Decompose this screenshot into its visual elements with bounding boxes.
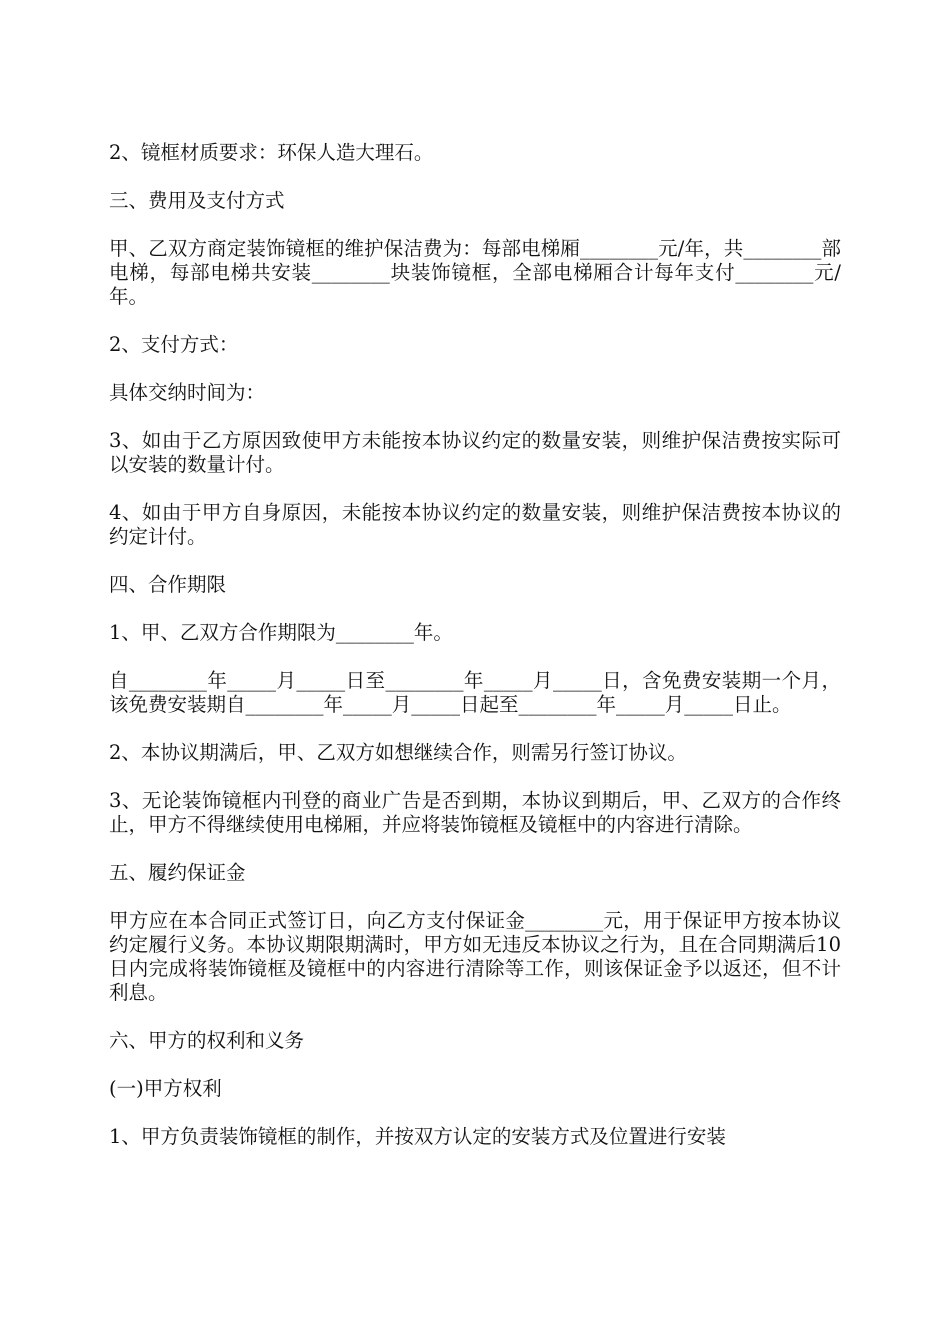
subheading-party-a-rights: (一)甲方权利 bbox=[109, 1077, 222, 1100]
section-heading-deposit: 五、履约保证金 bbox=[109, 861, 246, 884]
clause-term-dates: 自________年_____月_____日至________年_____月_____日，含免费安装期一个月，该免费安装期自________年_____月_____日起至________年_____月_____日止。 bbox=[109, 669, 841, 716]
section-heading-party-a: 六、甲方的权利和义务 bbox=[109, 1029, 305, 1052]
clause-deposit: 甲方应在本合同正式签订日，向乙方支付保证金________元，用于保证甲方按本协议约定履行义务。本协议期限期满时，甲方如无违反本协议之行为，且在合同期满后10日内完成将装饰镜框及镜框中的内容进行清除等工作，则该保证金予以返还，但不计利息。 bbox=[109, 909, 841, 1004]
clause-frame-material: 2、镜框材质要求：环保人造大理石。 bbox=[109, 141, 434, 164]
clause-termination: 3、无论装饰镜框内刊登的商业广告是否到期，本协议到期后，甲、乙双方的合作终止，甲方不得继续使用电梯厢，并应将装饰镜框及镜框中的内容进行清除。 bbox=[109, 789, 841, 836]
clause-frame-production: 1、甲方负责装饰镜框的制作，并按双方认定的安装方式及位置进行安装 bbox=[109, 1125, 726, 1148]
clause-payment-time: 具体交纳时间为： bbox=[109, 381, 266, 404]
clause-term-length: 1、甲、乙双方合作期限为________年。 bbox=[109, 621, 453, 644]
clause-payment-method: 2、支付方式： bbox=[109, 333, 239, 356]
clause-renewal: 2、本协议期满后，甲、乙双方如想继续合作，则需另行签订协议。 bbox=[109, 741, 687, 764]
clause-party-a-shortfall: 4、如由于甲方自身原因，未能按本协议约定的数量安装，则维护保洁费按本协议的约定计付。 bbox=[109, 501, 841, 548]
clause-maintenance-fee: 甲、乙双方商定装饰镜框的维护保洁费为：每部电梯厢________元/年，共________部电梯，每部电梯共安装________块装饰镜框，全部电梯厢合计每年支付________元/年。 bbox=[109, 237, 841, 308]
section-heading-term: 四、合作期限 bbox=[109, 573, 227, 596]
clause-party-b-shortfall: 3、如由于乙方原因致使甲方未能按本协议约定的数量安装，则维护保洁费按实际可以安装的数量计付。 bbox=[109, 429, 841, 476]
section-heading-fees: 三、费用及支付方式 bbox=[109, 189, 285, 212]
document-body bbox=[109, 141, 841, 1173]
